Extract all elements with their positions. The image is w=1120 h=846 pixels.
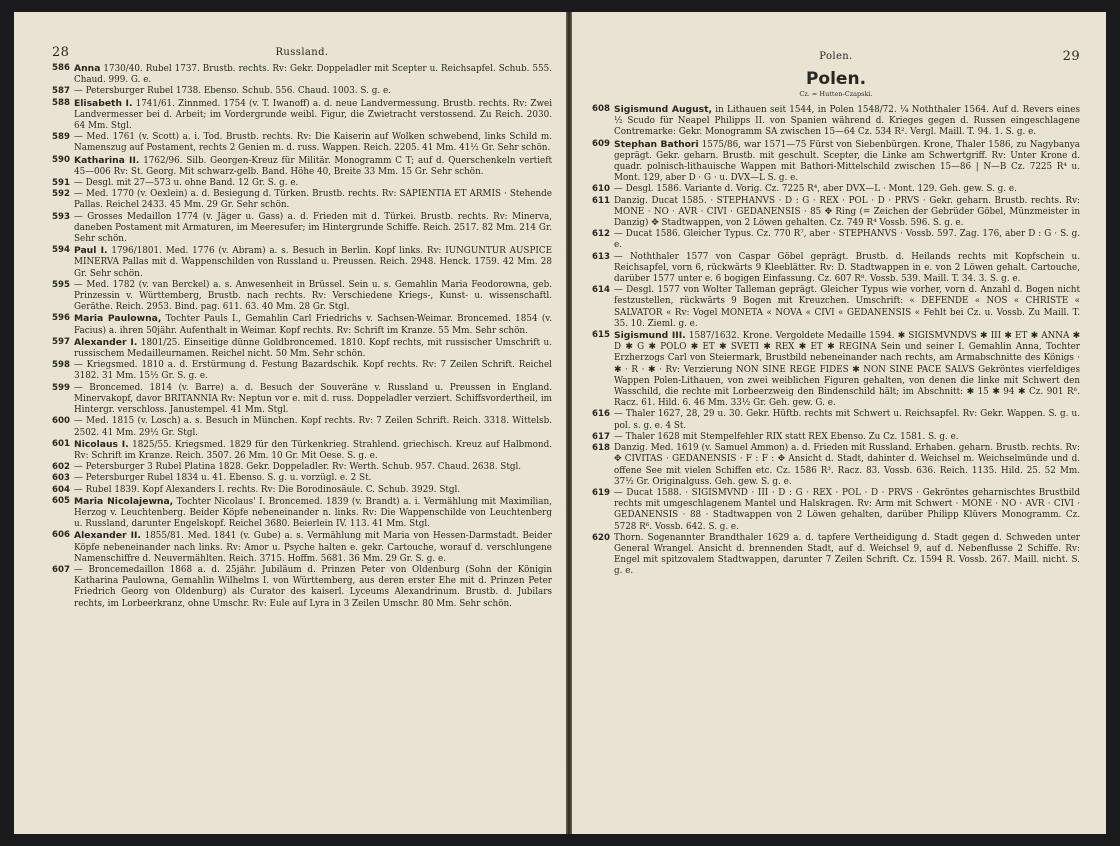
entry-number: 600: [52, 416, 70, 427]
entry-number: 619: [592, 487, 610, 498]
catalog-entry: [52, 360, 552, 382]
entry-number: 608: [592, 104, 610, 114]
catalog-entry: [592, 443, 1080, 488]
catalog-entry: [52, 132, 552, 154]
book-spread: [14, 12, 1106, 834]
entry-description: — Thaler 1628 mit Stempelfehler RIX statt REX Ebenso. Zu Cz. 1581. S. g. e.: [614, 431, 959, 442]
catalog-entry: [52, 337, 552, 360]
entry-ruler-name: Katharina II.: [74, 154, 140, 166]
catalog-entry: [52, 155, 552, 178]
entry-description: — Ducat 1586. Gleicher Typus. Cz. 770 R⁷, aber · STEPHANVS · Vossb. 597. Zag. 176, aber D : G · S. g. e.: [614, 229, 1080, 251]
entry-description: — Kriegsmed. 1810 a. d. Erstürmung d. Festung Bazardschik. Kopf rechts. Rv: 7 Zeilen Schrift. Reichel 3182. 31 Mm. 15½ Gr. S. g. e.: [74, 360, 552, 382]
entry-description: — Med. 1770 (v. Oexlein) a. d. Besiegung d. Türken. Brustb. rechts. Rv: SAPIENTIA ET ARMIS · Stehende Pallas. Reichel 2433. 45 Mm. 29 Gr. Sehr schön.: [74, 189, 552, 211]
entry-number: 611: [592, 195, 610, 206]
entry-ruler-name: Elisabeth I.: [74, 97, 133, 109]
entry-ruler-name: Nicolaus I.: [74, 438, 129, 450]
entry-description: Danzig. Ducat 1585. · STEPHANVS · D : G · REX · POL · D · PRVS · Gekr. geharn. Brustb. rechts. Rv: MONE · NO · AVR · CIVI · GEDANENSIS · 85 ✥ Ring (= Zeichen der Gebrüder Göbel, Münzmeister in Danzig) ✥ Stadtwappen, von 2 Löwen gehalten. Cz. 749 R⁴ Vossb. 596. S. g. e.: [614, 195, 1080, 229]
entry-description: 1796/1801. Med. 1776 (v. Abram) a. s. Besuch in Berlin. Kopf links. Rv: IUNGUNTUR AUSPICE MINERVA Pallas mit d. Wappenschilden von Russland u. Preussen. Reich. 2948. Henck. 1759. 42 Mm. 28 Gr. Sehr schön.: [74, 246, 553, 279]
entry-description: 1825/55. Kriegsmed. 1829 für den Türkenkrieg. Strahlend. griechisch. Kreuz auf Halbmond. Rv: Schrift im Kranze. Reich. 3507. 26 Mm. 10 Gr. Mit Oese. S. g. e.: [74, 439, 553, 461]
entry-description: — Petersburger Rubel 1738. Ebenso. Schub. 556. Chaud. 1003. S. g. e.: [74, 86, 391, 97]
entry-description: 1801/25. Einseitige dünne Goldbroncemed. 1810. Kopf rechts, mit russischer Umschrift u. russischem Medailleurnamen. Reichel nicht. 50 Mm. Sehr schön.: [74, 337, 553, 360]
entry-description: 1587/1632. Krone. Vergoldete Medaille 1594. ✱ SIGISMVNDVS ✱ III ✱ ET ✱ ANNA ✱ D ✱ G ✱ POLO ✱ ET ✱ SVETI ✱ REX ✱ ET ✱ REGINA Sein und seiner I. Gemahlin Anna, Tochter Erzherzogs Carl von Steiermark, Brustbild nebeneinander nach rechts, am Armabschnitte des Königs · ✱ · R · ✱ · Rv: Verzierung NON SINE REGE FIDES ✱ NON SINE PACE SALVS Gekröntes vierfeldiges Wappen Polen-Lithauen, von zwei weiblichen Figuren gehalten, von denen die linke mit Schwert den Wasschild, die rechte mit Lorbeerzweig den Bindenschild hält; im Abschnitt: ✱ 15 ✱ 94 ✱ Cz. 901 R⁶. Racz. 61. Hild. 6. 46 Mm. 33½ Gr. Geh. gew. G. e.: [614, 331, 1081, 409]
entry-number: 618: [592, 443, 610, 454]
entry-number: 601: [52, 438, 70, 449]
entry-number: 604: [52, 484, 70, 495]
catalog-entry: [52, 496, 552, 531]
entry-description: — Petersburger 3 Rubel Platina 1828. Gekr. Doppeladler. Rv: Werth. Schub. 957. Chaud. 2638. Stgl.: [74, 462, 522, 473]
entry-description: 1762/96. Silb. Georgen-Kreuz für Militär. Monogramm C T; auf d. Querschenkeln vertieft 45—006 Rv: St. Georg. Mit schwarz-gelb. Band. Höhe 40, Breite 33 Mm. 15 Gr. Sehr schön.: [74, 155, 552, 177]
entry-description: 1855/81. Med. 1841 (v. Gube) a. s. Vermählung mit Maria von Hessen-Darmstadt. Beider Köpfe nebeneinander nach links. Rv: Amor u. Psyche halten e. gekr. Cartouche, worauf d. verschlungene Namenschiffre d. Neuvermählten. Reich. 3715. Hoffm. 5681. 36 Mm. 29 Gr. S. g. e.: [74, 531, 553, 564]
catalog-entry: [52, 280, 552, 314]
entry-number: 620: [592, 532, 610, 543]
catalog-entry: [52, 63, 552, 86]
entry-description: 1730/40. Rubel 1737. Brustb. rechts. Rv: Gekr. Doppeladler mit Scepter u. Reichsapfel. Schub. 555. Chaud. 999. G. e.: [74, 64, 553, 86]
catalog-entry: [52, 416, 552, 438]
entry-number: 609: [592, 138, 610, 149]
entry-number: 596: [52, 313, 70, 324]
catalog-entry: [592, 330, 1080, 409]
catalog-entry: [592, 104, 1080, 139]
left-entry-list: [52, 63, 552, 610]
catalog-entry: [52, 565, 552, 610]
entry-number: 592: [52, 189, 70, 200]
entry-ruler-name: Alexander II.: [74, 530, 141, 542]
catalog-entry: [52, 473, 552, 484]
entry-description: 1575/86, war 1571—75 Fürst von Siebenbürgen. Krone, Thaler 1586, zu Nagybanya geprägt. Gekr. geharn. Brustb. mit geschult. Scepter, die Linke am Schwertgriff. Rv: Unter Krone d. quadr. polnisch-lithauische Wappen mit Bathori-Mittelschild zwischen 15—86 | N—B Cz. 7225 R⁴ u. Mont. 129, aber D · G · u. DVX—L S. g. e.: [614, 139, 1081, 184]
entry-number: 597: [52, 336, 70, 347]
catalog-entry: [592, 432, 1080, 443]
catalog-entry: [52, 86, 552, 97]
entry-description: Danzig. Med. 1619 (v. Samuel Ammon) a. d. Frieden mit Russland. Erhaben. geharn. Brustb. rechts. Rv: ✥ CIVITAS · GEDANENSIS · F : F : ✥ Ansicht d. Stadt, dahinter d. Weichsel m. Weichselmünde und d. offene See mit vielen Schiffen etc. Cz. 1586 R³. Racz. 83. Vossb. 636. Reich. 1135. Hild. 25. 52 Mm. 37½ Gr. Originalguss. Geh. gew. S. g. e.: [614, 443, 1080, 487]
entry-number: 614: [592, 285, 610, 296]
entry-ruler-name: Maria Nicolajewna,: [74, 495, 174, 507]
catalog-entry: [52, 313, 552, 336]
right-page-header: [592, 49, 1080, 67]
entry-description: — Grosses Medaillon 1774 (v. Jäger u. Gass) a. d. Frieden mit d. Türkei. Brustb. rechts. Rv: Minerva, daneben Postament mit Armaturen, im Meeresufer; im Hintergrunde Schiffe. Reich. 2517. 82 Mm. 214 Gr. Sehr schön.: [74, 211, 552, 245]
entry-description: — Desgl. 1577 von Wolter Talleman geprägt. Gleicher Typus wie vorher, vorn d. Anzahl d. Bogen nicht festzustellen, rückwärts 9 Bogen mit Kreuzchen. Umschrift: « DEFENDE « NOS « CHRISTE « SALVATOR « Rv: Vogel MONETA « NOVA « CIVI « GEDANENSIS « Fehlt bei Cz. u. Vossb. Zu Maill. T. 35. 10. Zieml. g. e.: [614, 285, 1080, 329]
entry-number: 599: [52, 382, 70, 393]
catalog-entry: [592, 139, 1080, 185]
catalog-entry: [52, 178, 552, 189]
entry-description: Tochter Nicolaus' I. Broncemed. 1839 (v. Brandt) a. i. Vermählung mit Maximilian, Herzog v. Leuchtenberg. Beider Köpfe nebeneinander n. links. Rv: Die Wappenschilde von Leuchtenberg u. Russland, darunter Engelskopf. Reichel 3680. Beierlein IV. 113. 41 Mm. Stgl.: [74, 496, 552, 530]
entry-number: 589: [52, 132, 70, 143]
entry-ruler-name: Maria Paulowna,: [74, 313, 162, 325]
entry-number: 587: [52, 86, 70, 97]
entry-description: — Med. 1761 (v. Scott) a. i. Tod. Brustb. rechts. Rv: Die Kaiserin auf Wolken schwebend, links Schild m. Namenszug auf Postament, rechts 2 Genien m. d. russ. Wappen. Reich. 2205. 41 Mm. 41½ Gr. Sehr schön.: [74, 132, 552, 154]
entry-ruler-name: Anna: [74, 63, 101, 74]
catalog-entry: [52, 98, 552, 133]
entry-number: 613: [592, 251, 610, 262]
section-subtitle: Cz. = Hutten-Czapski.: [799, 90, 873, 98]
left-page-number: 28: [52, 45, 70, 60]
entry-ruler-name: Paul I.: [74, 245, 108, 257]
catalog-entry: [592, 229, 1080, 251]
entry-ruler-name: Sigismund August,: [614, 104, 712, 115]
entry-description: — Rubel 1839. Kopf Alexanders I. rechts. Rv: Die Borodinosäule. C. Schub. 3929. Stgl.: [74, 484, 461, 495]
entry-description: — Med. 1782 (v. van Berckel) a. s. Anwesenheit in Brüssel. Sein u. s. Gemahlin Maria Feodorowna, geb. Prinzessin v. Württemberg, Brustb. nach rechts. Rv: Verschiedene Kriegs-, Kunst- u. wissenschaftl. Geräthe. Reich. 2953. Bind. pag. 611. 63. 40 Mm. 28 Gr. Stgl.: [74, 279, 552, 313]
entry-ruler-name: Alexander I.: [74, 336, 138, 348]
catalog-entry: [52, 530, 552, 565]
entry-description: — Ducat 1588. · SIGISMVND · III · D : G · REX · POL · D · PRVS · Gekröntes geharnischtes Brustbild rechts mit umgeschlagenem Mantel und Halskragen. Rv: Arm mit Schwert · MONE · NO · AVR · CIVI · GEDANENSIS · 88 · Stadtwappen von 2 Löwen gehalten, darüber Philipp Klüvers Monogramm. Cz. 5728 R⁶. Vossb. 642. S. g. e.: [614, 487, 1080, 532]
catalog-entry: [52, 189, 552, 211]
entry-number: 617: [592, 431, 610, 442]
entry-number: 591: [52, 178, 70, 189]
entry-number: 612: [592, 229, 610, 240]
entry-description: Tochter Pauls I., Gemahlin Carl Friedrichs v. Sachsen-Weimar. Broncemed. 1854 (v. Facius) a. ihren 50jähr. Aufenthalt in Weimar. Kopf rechts. Rv: Schrift im Kranze. 55 Mm. Sehr schön.: [74, 314, 552, 336]
entry-number: 598: [52, 360, 70, 371]
entry-description: 1741/61. Zinnmed. 1754 (v. T. Iwanoff) a. d. neue Landvermessung. Brustb. rechts. Rv: Zwei Landvermesser bei d. Arbeit; im Vordergrunde weibl. Figur, die Zwietracht verstossend. Zu Reich. 2030. 64 Mm. Stgl.: [74, 98, 553, 132]
catalog-entry: [52, 245, 552, 280]
entry-description: — Broncemedaillon 1868 a. d. 25jähr. Jubiläum d. Prinzen Peter von Oldenburg (Sohn der Königin Katharina Paulowna, Gemahlin Wilhelms I. von Württemberg, aus deren erster Ehe mit d. Prinzen Peter Friedrich Georg von Oldenburg) als Curator des kaiserl. Lyceums Alexandrinum. Brustb. d. Jubilars rechts, im Lorbeerkranz, ohne Umschr. Rv: Eule auf Lyra in 3 Zeilen Umschr. 80 Mm. Sehr schön.: [74, 564, 552, 609]
entry-number: 603: [52, 473, 70, 484]
catalog-entry: [52, 462, 552, 473]
catalog-entry: [592, 252, 1080, 286]
entry-ruler-name: Stephan Bathori: [614, 138, 699, 150]
catalog-entry: [592, 533, 1080, 578]
left-page: [14, 12, 566, 834]
entry-number: 606: [52, 530, 70, 541]
catalog-entry: [52, 485, 552, 496]
entry-ruler-name: Sigismund III.: [614, 330, 686, 342]
catalog-entry: [592, 184, 1080, 195]
entry-number: 616: [592, 409, 610, 420]
catalog-entry: [52, 383, 552, 417]
left-running-title: Russland.: [275, 47, 329, 58]
entry-number: 590: [52, 154, 70, 165]
entry-number: 607: [52, 564, 70, 575]
entry-description: Thorn. Sogenannter Brandthaler 1629 a. d. tapfere Vertheidigung d. Stadt gegen d. Schweden unter General Wrangel. Ansicht d. brennenden Stadt, auf d. Weichsel 9, auf d. Nebenflusse 2 Schiffe. Rv: Engel mit spitzovalem Stadtwappen, darunter 7 Zeilen Schrift. Cz. 1594 R. Vossb. 267. Maill. nicht. S. g. e.: [614, 532, 1080, 577]
catalog-entry: [52, 212, 552, 246]
right-entry-list: [592, 104, 1080, 578]
entry-description: — Desgl. 1586. Variante d. Vorig. Cz. 7225 R⁴, aber DVX—L · Mont. 129. Geh. gew. S. g. e.: [614, 184, 1017, 195]
catalog-entry: [592, 285, 1080, 330]
entry-number: 615: [592, 330, 610, 341]
entry-description: — Thaler 1627, 28, 29 u. 30. Gekr. Hüftb. rechts mit Schwert u. Reichsapfel. Rv: Gekr. Wappen. S. g. u. pol. s. g. e. 4 St.: [614, 409, 1080, 431]
entry-number: 610: [592, 184, 610, 195]
entry-description: — Med. 1815 (v. Losch) a. s. Besuch in München. Kopf rechts. Rv: 7 Zeilen Schrift. Reich. 3318. Wittelsb. 2502. 41 Mm. 29½ Gr. Stgl.: [74, 416, 552, 438]
catalog-entry: [592, 196, 1080, 230]
right-page-number: 29: [1062, 49, 1080, 64]
entry-number: 594: [52, 245, 70, 256]
catalog-entry: [592, 488, 1080, 533]
entry-description: — Noththaler 1577 von Caspar Göbel geprägt. Brustb. d. Heilands rechts mit Kopfschein u. Reichsapfel, vorn 6, rückwärts 9 Kleeblätter. Rv: D. Stadtwappen in e. von 2 Löwen gehalt. Cartouche, darüber 1577 unter e. 6 bogigen Einfassung. Cz. 607 R⁸. Vossb. 539. Maill. T. 34. 3. S. g. e.: [614, 251, 1080, 285]
entry-number: 586: [52, 63, 70, 73]
right-running-title: Polen.: [819, 51, 853, 62]
catalog-entry: [52, 439, 552, 462]
entry-description: — Broncemed. 1814 (v. Barre) a. d. Besuch der Souveräne v. Russland u. Preussen in England. Minervakopf, davor BRITANNIA Rv: Neptun vor e. mit d. russ. Doppeladler verziert. Schiffsvordertheil, im Hintergr. verschloss. Janustempel. 41 Mm. Stgl.: [74, 382, 552, 416]
entry-number: 605: [52, 495, 70, 506]
entry-number: 588: [52, 97, 70, 108]
entry-number: 595: [52, 279, 70, 290]
entry-description: — Petersburger Rubel 1834 u. 41. Ebenso. S. g. u. vorzügl. e. 2 St.: [74, 473, 372, 484]
entry-number: 602: [52, 462, 70, 473]
entry-number: 593: [52, 211, 70, 222]
entry-description: — Desgl. mit 27—573 u. ohne Band. 12 Gr. S. g. e.: [74, 178, 299, 189]
left-page-header: [52, 45, 552, 63]
right-page: [572, 12, 1106, 834]
entry-description: in Lithauen seit 1544, in Polen 1548/72. ¼ Noththaler 1564. Auf d. Revers eines ½ Scudo für Neapel Philipps II. von Spanien während d. Krieges gegen d. Russen eingeschlagene Contremarke: Gekr. Monogramm SA zwischen 15—64 Cz. 534 R². Vergl. Maill. T. 94. 1. S. g. e.: [614, 105, 1081, 138]
catalog-entry: [592, 409, 1080, 431]
section-title: Polen.: [805, 69, 867, 89]
